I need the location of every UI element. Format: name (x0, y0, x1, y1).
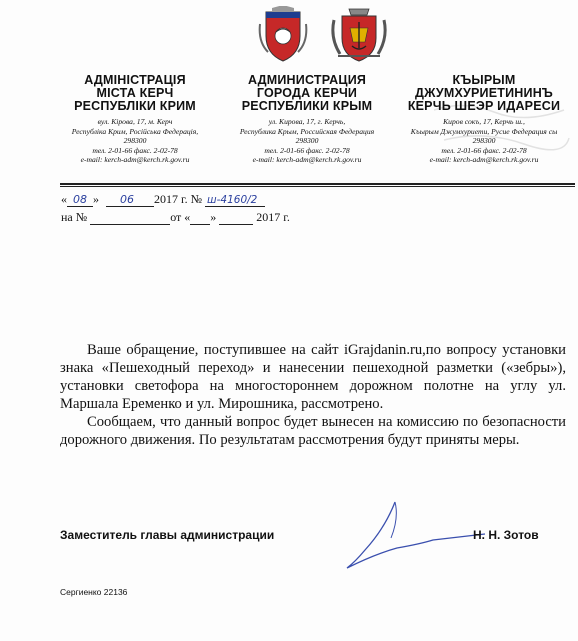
outgoing-reference: « 08 » 06 2017 г. № ш-4160/2 (61, 192, 265, 207)
address-ukrainian: вул. Кірова, 17, м. Керч Республіка Крим, Російська Федерація, 298300 (71, 117, 199, 145)
letter-body (60, 341, 566, 449)
kerch-coat-of-arms-icon (330, 6, 388, 64)
phone-crimean-tatar: тел. 2-01-66 факс. 2-02-78 (441, 145, 527, 155)
incoming-reference: на № от « » 2017 г. (61, 210, 290, 224)
body-paragraph: Ваше обращение, поступившее на сайт iGrajdanin.ru,по вопросу установки знака «Пешеходный переход» и нанесении пешеходной разметки («зебры»), установки светофора на многостороннем дорожном полотне на углу ул. Маршала Еременко и ул. Мирошника, рассмотрено. (60, 342, 566, 412)
address-russian: ул. Кирова, 17, г. Керчь, Республика Крым, Российская Федерация 298300 (239, 117, 375, 145)
phone-russian: тел. 2-01-66 факс. 2-02-78 (264, 145, 350, 155)
org-name-ukrainian: АДМІНІСТРАЦІЯ МІСТА КЕРЧ РЕСПУБЛІКИ КРИМ (74, 73, 196, 113)
crimea-coat-of-arms-icon (258, 6, 308, 64)
header-divider-thin (60, 186, 575, 187)
header-ukrainian (50, 74, 220, 165)
incoming-month-field (219, 212, 253, 225)
org-name-russian: АДМИНИСТРАЦИЯ ГОРОДА КЕРЧИ РЕСПУБЛИКИ КРЫМ (241, 73, 373, 113)
address-crimean-tatar: Киров сокъ, 17, Керчь ш., Къырым Джумхуриети, Русие Федерация сы 298300 (410, 117, 558, 145)
incoming-day-field (190, 212, 210, 225)
incoming-number-field (90, 212, 170, 225)
phone-ukrainian: тел. 2-01-66 факс. 2-02-78 (92, 145, 178, 155)
header-russian (222, 74, 392, 165)
document-number-field: ш-4160/2 (205, 194, 265, 207)
header-crimean-tatar (394, 74, 574, 165)
email-ukrainian: e-mail: kerch-adm@kerch.rk.gov.ru (80, 155, 190, 164)
body-paragraph: Сообщаем, что данный вопрос будет вынесен на комиссию по безопасности дорожного движения. По результатам рассмотрения будут приняты меры. (60, 414, 566, 448)
email-russian: e-mail: kerch-adm@kerch.rk.gov.ru (252, 155, 362, 164)
email-crimean-tatar: e-mail: kerch-adm@kerch.rk.gov.ru (429, 155, 539, 164)
date-month-field: 06 (106, 194, 154, 207)
org-name-crimean-tatar: КЪЫРЫМ ДЖУМХУРИЕТИНИНЪ КЕРЧЬ ШЕЭР ИДАРЕСИ (407, 73, 561, 113)
header-divider-thick (60, 183, 575, 185)
signatory-role: Заместитель главы администрации (60, 528, 275, 542)
signatory-name: Н. Н. Зотов (473, 528, 539, 542)
executor-note: Сергиенко 22136 (60, 587, 128, 597)
date-day-field: 08 (67, 194, 93, 207)
handwritten-signature (325, 488, 490, 578)
